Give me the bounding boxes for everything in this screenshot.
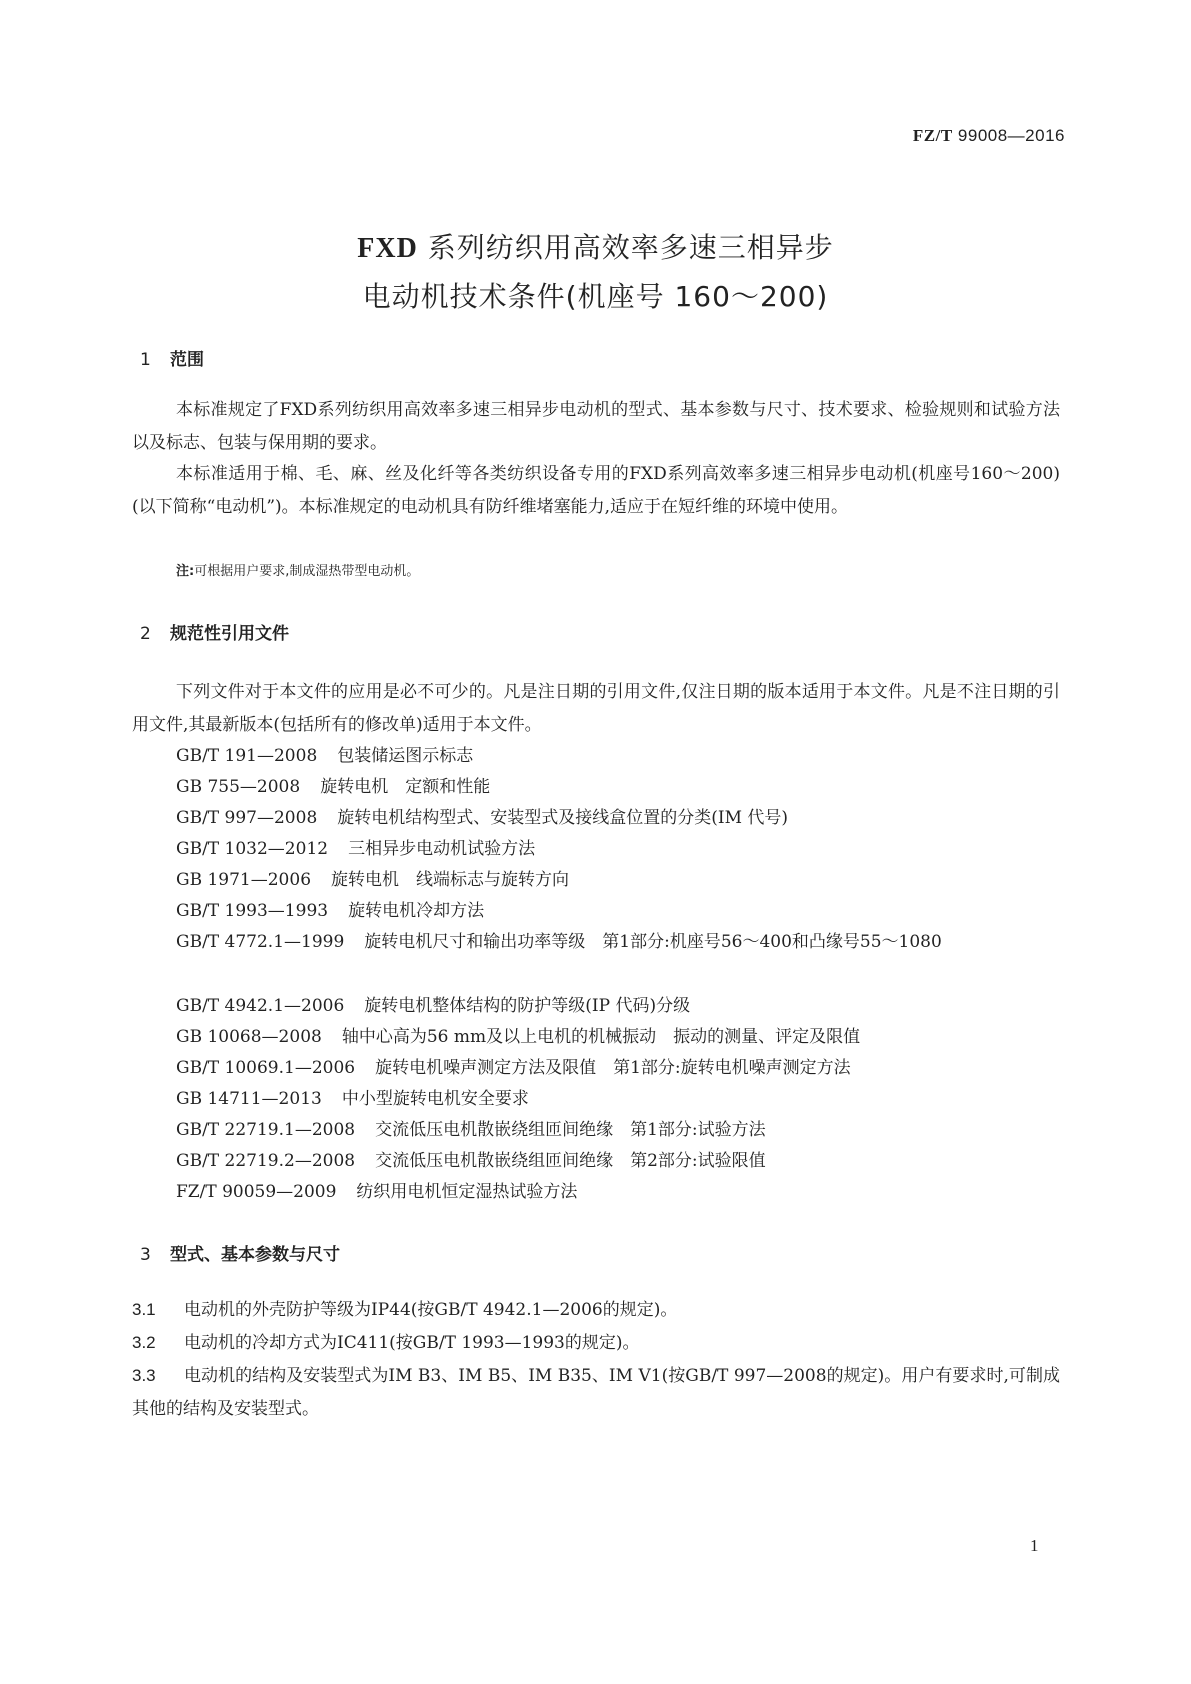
reference-code: GB 1971—2006: [176, 870, 312, 890]
standard-prefix: FZ/T: [912, 126, 953, 145]
reference-code: GB/T 997—2008: [176, 808, 318, 828]
clause-text: 电动机的外壳防护等级为IP44(按GB/T 4942.1—2006的规定)。: [184, 1300, 678, 1320]
reference-code: GB/T 10069.1—2006: [176, 1058, 356, 1078]
reference-item: [176, 990, 690, 1023]
standard-code: [913, 126, 1065, 146]
reference-item: [176, 1114, 766, 1147]
reference-code: GB/T 1993—1993: [176, 901, 329, 921]
reference-item: [176, 833, 535, 866]
reference-item: [132, 926, 1060, 959]
standard-number: 99008—2016: [957, 126, 1065, 145]
reference-item: [176, 740, 473, 773]
clause-number: 3.2: [132, 1333, 156, 1352]
reference-item: [176, 771, 490, 804]
title-line-1: [0, 224, 1191, 273]
reference-title: 旋转电机噪声测定方法及限值 第1部分:旋转电机噪声测定方法: [375, 1058, 851, 1078]
clause-3-3: [132, 1359, 1060, 1426]
reference-title: 交流低压电机散嵌绕组匝间绝缘 第2部分:试验限值: [375, 1151, 766, 1171]
reference-item: [176, 1083, 529, 1116]
reference-code: GB/T 4772.1—1999: [176, 932, 345, 952]
reference-title: 旋转电机结构型式、安装型式及接线盒位置的分类(IM 代号): [337, 808, 789, 828]
clause-number: 3.3: [132, 1366, 156, 1385]
scope-paragraph-1: 本标准规定了FXD系列纺织用高效率多速三相异步电动机的型式、基本参数与尺寸、技术要求、检验规则和试验方法以及标志、包装与保用期的要求。: [132, 400, 1060, 453]
scope-note: [176, 560, 419, 579]
reference-title: 旋转电机整体结构的防护等级(IP 代码)分级: [364, 996, 691, 1016]
note-text: 可根据用户要求,制成湿热带型电动机。: [194, 564, 420, 579]
reference-title: 旋转电机冷却方法: [348, 901, 485, 921]
clause-text: 电动机的结构及安装型式为IM B3、IM B5、IM B35、IM V1(按GB/T 997—2008的规定)。用户有要求时,可制成其他的结构及安装型式。: [132, 1366, 1060, 1419]
reference-title: 交流低压电机散嵌绕组匝间绝缘 第1部分:试验方法: [375, 1120, 766, 1140]
clause-3-2: [132, 1326, 1060, 1360]
reference-code: GB/T 1032—2012: [176, 839, 329, 859]
reference-code: GB/T 191—2008: [176, 746, 318, 766]
reference-title: 旋转电机 线端标志与旋转方向: [331, 870, 570, 890]
reference-code: GB/T 22719.2—2008: [176, 1151, 356, 1171]
section-3-heading: [140, 1240, 340, 1265]
reference-item: [176, 802, 788, 835]
section-title: 型式、基本参数与尺寸: [170, 1245, 340, 1265]
reference-code: GB/T 22719.1—2008: [176, 1120, 356, 1140]
clause-3-1: [132, 1293, 1060, 1327]
reference-item: [176, 1176, 577, 1209]
reference-title: 旋转电机尺寸和输出功率等级 第1部分:机座号56～400和凸缘号55～1080: [364, 932, 942, 952]
reference-title: 包装储运图示标志: [337, 746, 474, 766]
section-1-heading: [140, 345, 204, 370]
reference-item: [176, 864, 569, 897]
section-number: 2: [140, 624, 151, 644]
scope-paragraph-2: 本标准适用于棉、毛、麻、丝及化纤等各类纺织设备专用的FXD系列高效率多速三相异步电动机(机座号160～200)(以下简称“电动机”)。本标准规定的电动机具有防纤维堵塞能力,适应于在短纤维的环境中使用。: [132, 464, 1060, 517]
section-number: 1: [140, 350, 151, 370]
section-2-heading: [140, 619, 289, 644]
reference-title: 三相异步电动机试验方法: [348, 839, 536, 859]
reference-item: [176, 1052, 851, 1085]
references-intro: 下列文件对于本文件的应用是必不可少的。凡是注日期的引用文件,仅注日期的版本适用于本文件。凡是不注日期的引用文件,其最新版本(包括所有的修改单)适用于本文件。: [132, 682, 1060, 735]
page-number: 1: [1030, 1536, 1039, 1555]
title-line-1-text: 系列纺织用高效率多速三相异步: [427, 231, 834, 264]
reference-item: [176, 895, 484, 928]
reference-title: 轴中心高为56 mm及以上电机的机械振动 振动的测量、评定及限值: [341, 1027, 861, 1047]
reference-code: GB 10068—2008: [176, 1027, 322, 1047]
reference-item: [176, 1145, 766, 1178]
section-title: 规范性引用文件: [170, 624, 289, 644]
note-label: 注:: [176, 564, 195, 579]
reference-item: [176, 1021, 860, 1054]
reference-code: FZ/T 90059—2009: [176, 1182, 337, 1202]
document-title: [0, 224, 1191, 321]
reference-code: GB/T 4942.1—2006: [176, 996, 345, 1016]
reference-code: GB 14711—2013: [176, 1089, 322, 1109]
reference-title: 中小型旋转电机安全要求: [341, 1089, 529, 1109]
clause-number: 3.1: [132, 1300, 156, 1319]
reference-title: 纺织用电机恒定湿热试验方法: [356, 1182, 578, 1202]
section-title: 范围: [170, 350, 204, 370]
title-prefix: FXD: [357, 233, 418, 264]
title-line-2: 电动机技术条件(机座号 160～200): [362, 280, 829, 313]
reference-code: GB 755—2008: [176, 777, 301, 797]
section-number: 3: [140, 1245, 151, 1265]
clause-text: 电动机的冷却方式为IC411(按GB/T 1993—1993的规定)。: [184, 1333, 640, 1353]
reference-title: 旋转电机 定额和性能: [320, 777, 491, 797]
